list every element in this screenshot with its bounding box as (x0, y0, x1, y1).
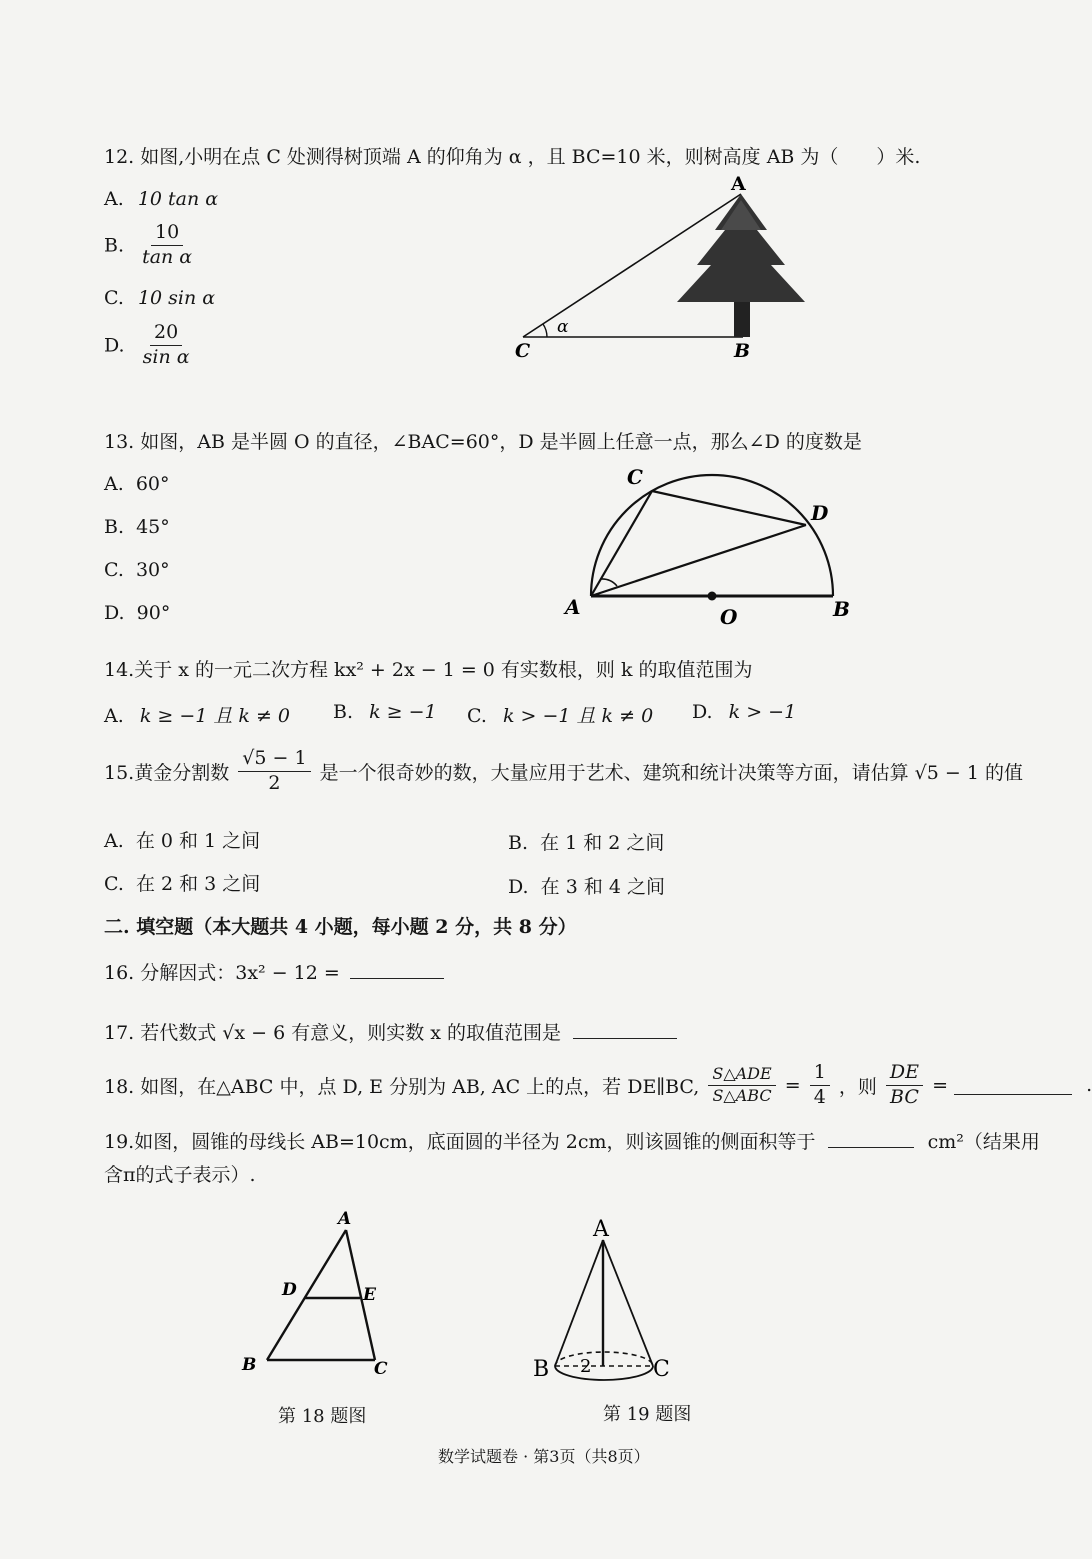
fraction-denominator: 2 (268, 771, 281, 794)
q17 (104, 1018, 677, 1045)
q12-figure (505, 170, 805, 370)
label-e: E (363, 1285, 376, 1305)
fraction-denominator: sin α (142, 345, 190, 368)
area-ratio-fraction (708, 1065, 775, 1105)
label-c: C (653, 1357, 670, 1382)
fraction-denominator: 4 (813, 1085, 826, 1108)
label-c: C (515, 340, 531, 362)
label-b: B (533, 1357, 550, 1382)
option-letter: D. (692, 701, 713, 723)
fraction-numerator: S△ADE (708, 1065, 775, 1085)
q13-figure (555, 462, 865, 632)
option-text: 在 0 和 1 之间 (135, 830, 261, 852)
q17-stem: 17. 若代数式 √x − 6 有意义，则实数 x 的取值范围是 (104, 1022, 562, 1044)
q12-stem: 12. 如图,小明在点 C 处测得树顶端 A 的仰角为 α ，且 BC=10 米，则树高度 AB 为（ ）米. (104, 146, 921, 168)
q15-option-d (508, 872, 665, 899)
label-a: A (565, 595, 581, 619)
answer-blank[interactable] (350, 960, 444, 979)
option-text: 在 1 和 2 之间 (540, 832, 665, 854)
q13-option-d (104, 602, 170, 624)
fraction-numerator: DE (886, 1062, 923, 1086)
q15-prefix: 15.黄金分割数 (104, 761, 230, 784)
option-letter: C. (104, 873, 124, 895)
label-d: D (282, 1280, 297, 1300)
option-letter: D. (104, 334, 125, 357)
label-a: A (731, 173, 746, 195)
answer-blank[interactable] (954, 1076, 1072, 1095)
fraction-denominator: BC (890, 1085, 919, 1108)
q14-option-a (104, 701, 290, 728)
label-d: D (811, 501, 829, 525)
fraction-numerator: √5 − 1 (238, 748, 310, 772)
label-o: O (720, 605, 738, 629)
label-c: C (374, 1359, 388, 1379)
center-point (708, 592, 717, 601)
option-letter: A. (104, 830, 124, 852)
option-letter: B. (508, 832, 529, 854)
fig18-triangle (232, 1200, 412, 1390)
angle-arc (601, 579, 617, 586)
section-2-heading: 二. 填空题（本大题共 4 小题，每小题 2 分，共 8 分） (104, 916, 577, 938)
q16-stem: 16. 分解因式：3x² − 12 = (104, 962, 340, 984)
option-letter: A. (104, 705, 124, 727)
q15-option-b (508, 828, 664, 855)
option-text: 在 3 和 4 之间 (540, 876, 665, 898)
slant-ac (603, 1240, 653, 1366)
page-footer: 数学试题卷 · 第3页（共8页） (438, 1447, 650, 1466)
equals-sign: = (784, 1074, 801, 1097)
option-text: 30° (135, 559, 170, 581)
label-c: C (627, 465, 643, 489)
line-ca (523, 194, 741, 337)
q19-stem: 19.如图，圆锥的母线长 AB=10cm，底面圆的半径为 2cm，则该圆锥的侧面积等于 (104, 1131, 816, 1153)
option-text: 10 tan α (137, 188, 219, 210)
option-fraction (138, 222, 196, 269)
q15-stem (104, 748, 1023, 795)
answer-blank[interactable] (573, 1020, 677, 1039)
fig19-caption: 第 19 题图 (603, 1404, 692, 1425)
q13-option-a (104, 473, 170, 495)
q12-option-d (104, 322, 197, 369)
label-b: B (242, 1355, 257, 1375)
q12-option-a (104, 188, 218, 210)
chord-cd (652, 491, 806, 525)
option-letter: A. (104, 188, 124, 210)
ratio-fraction (810, 1062, 830, 1109)
option-text: 60° (135, 473, 170, 495)
chord-ad (591, 525, 806, 596)
golden-ratio-fraction (238, 748, 310, 795)
angle-arc (543, 324, 547, 337)
q12-option-b (104, 222, 199, 269)
q18 (104, 1062, 1092, 1109)
fraction-denominator: tan α (142, 245, 193, 268)
option-letter: B. (333, 701, 354, 723)
q18-then: ，则 (838, 1075, 877, 1098)
q15-suffix: 是一个很奇妙的数，大量应用于艺术、建筑和统计决策等方面，请估算 √5 − 1 的值 (319, 761, 1023, 784)
label-angle: α (557, 317, 569, 337)
option-text: 45° (136, 516, 170, 538)
q13-option-c (104, 559, 170, 581)
q14-stem: 14.关于 x 的一元二次方程 kx² + 2x − 1 = 0 有实数根，则 k 的取值范围为 (104, 659, 753, 681)
option-text: 在 2 和 3 之间 (135, 873, 261, 895)
fig18-caption: 第 18 题图 (278, 1406, 367, 1427)
q14-option-c (467, 701, 653, 728)
q19-line2: 含π的式子表示）. (104, 1164, 256, 1186)
fraction-denominator: S△ABC (712, 1085, 772, 1105)
option-letter: A. (104, 473, 124, 495)
fraction-numerator: 1 (810, 1062, 830, 1086)
q12-option-c (104, 287, 215, 309)
q13-option-b (104, 516, 170, 538)
period: . (1086, 1074, 1092, 1097)
tree-icon (677, 194, 805, 337)
label-a: A (338, 1209, 352, 1229)
slant-ab (555, 1240, 603, 1366)
q14-option-b (333, 701, 437, 723)
side-ab (267, 1230, 346, 1360)
q15-option-a (104, 826, 260, 853)
option-text: k > −1 且 k ≠ 0 (502, 705, 654, 727)
option-text: k ≥ −1 且 k ≠ 0 (139, 705, 291, 727)
option-letter: C. (104, 559, 124, 581)
option-letter: D. (508, 876, 529, 898)
fraction-numerator: 10 (151, 222, 183, 246)
option-text: 10 sin α (137, 287, 216, 309)
option-letter: C. (467, 705, 487, 727)
answer-blank[interactable] (828, 1129, 914, 1148)
option-text: 90° (136, 602, 171, 624)
q16 (104, 958, 444, 985)
option-letter: B. (104, 234, 125, 257)
option-text: k > −1 (728, 701, 797, 723)
option-letter: D. (104, 602, 125, 624)
label-a: A (593, 1217, 609, 1242)
q14-option-d (692, 701, 796, 723)
option-text: k ≥ −1 (369, 701, 437, 723)
q19-unit: cm²（结果用 (927, 1131, 1040, 1153)
fraction-numerator: 20 (150, 322, 182, 346)
equals-sign: = (932, 1074, 948, 1097)
chord-ac (591, 491, 652, 596)
base-front-arc (555, 1366, 653, 1380)
fig19-cone (525, 1210, 695, 1390)
q13-stem: 13. 如图，AB 是半圆 O 的直径，∠BAC=60°，D 是半圆上任意一点，那么∠D 的度数是 (104, 431, 862, 453)
q19-line1 (104, 1127, 1040, 1154)
option-letter: C. (104, 287, 124, 309)
option-fraction (139, 322, 194, 369)
side-ratio-fraction (886, 1062, 923, 1109)
q15-option-c (104, 869, 260, 896)
label-radius: 2 (580, 1356, 592, 1377)
q18-prefix: 18. 如图，在△ABC 中，点 D, E 分别为 AB, AC 上的点，若 DE∥BC, (104, 1075, 700, 1098)
option-letter: B. (104, 516, 125, 538)
label-b: B (833, 597, 850, 621)
label-b: B (734, 340, 751, 362)
